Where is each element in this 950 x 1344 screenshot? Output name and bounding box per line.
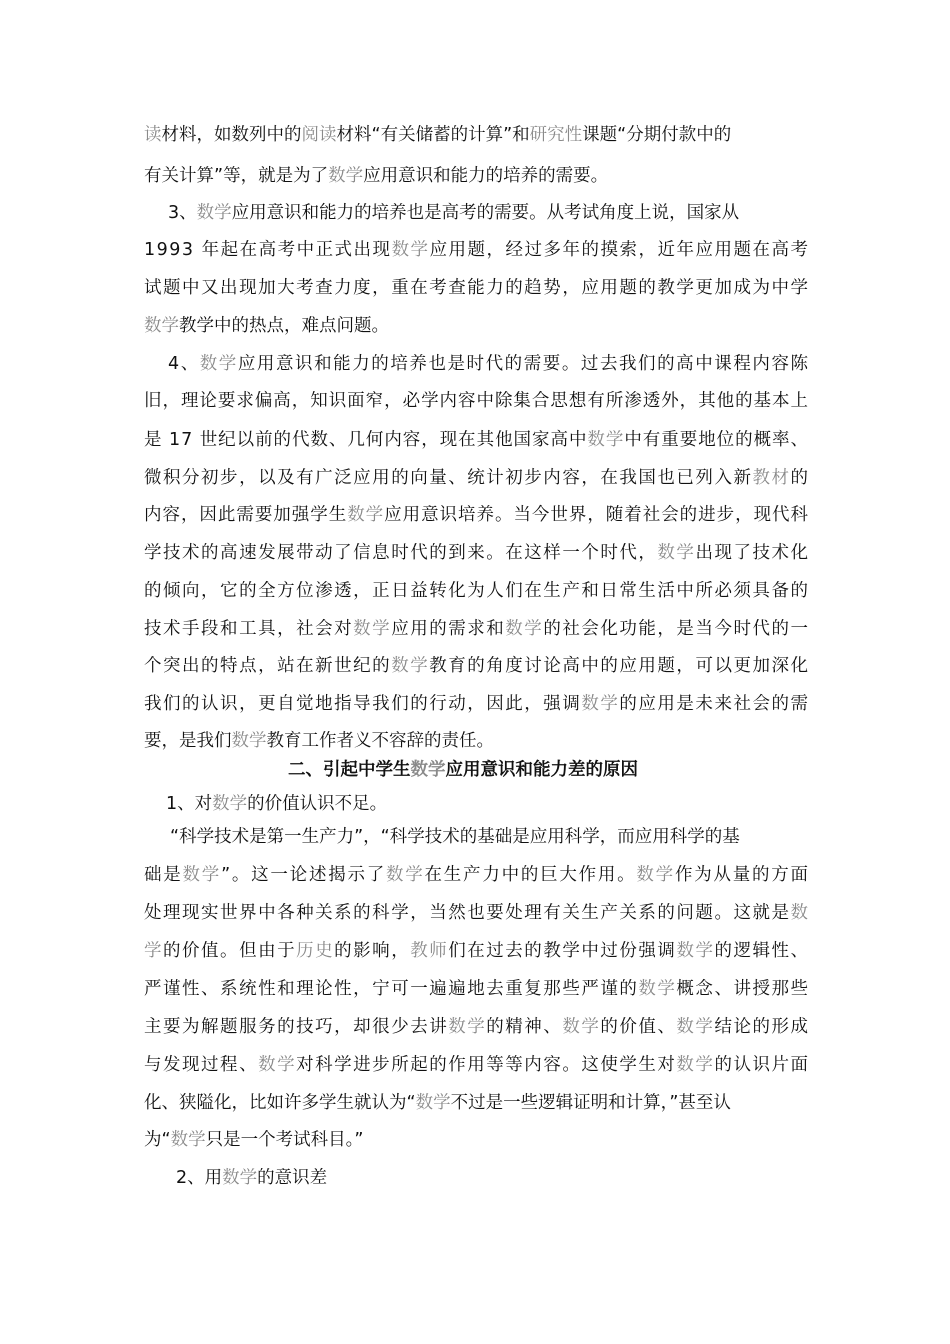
keyword-link-text[interactable]: 数学 <box>196 203 232 223</box>
keyword-link-text[interactable]: 数学 <box>448 1017 487 1037</box>
text-run: 教育工作者义不容辞的责任。 <box>266 731 494 751</box>
keyword-link-text[interactable]: 数学 <box>347 505 385 525</box>
keyword-link-text[interactable]: 数学 <box>199 354 238 374</box>
text-run: 中有重要地位的概率、 <box>624 430 809 450</box>
text-run: 应用题，经过多年的摸索，近年应用题在高考 <box>429 240 810 260</box>
keyword-link-text[interactable]: 数学 <box>636 865 675 885</box>
text-run: 不过是一些逻辑证明和计算，”甚至认 <box>450 1093 731 1113</box>
text-run: 材料，如数列中的 <box>161 125 302 145</box>
text-run: 的价值认识不足。 <box>247 794 388 814</box>
keyword-link-text[interactable]: 数学 <box>676 1055 715 1075</box>
text-line <box>168 201 739 225</box>
text-line <box>176 1166 327 1190</box>
text-run: 是 17 世纪以前的代数、几何内容，现在其他国家高中 <box>144 430 588 450</box>
text-line <box>170 825 740 849</box>
keyword-link-text[interactable]: 数学 <box>391 240 430 260</box>
text-run: 有关计算”等，就是为了 <box>144 166 329 186</box>
text-line <box>144 1053 810 1077</box>
text-line <box>144 579 810 603</box>
text-run: 为“ <box>144 1130 171 1150</box>
text-line <box>144 729 494 753</box>
text-run: 严谨性、系统性和理论性，宁可一遍遍地去重复那些严谨的 <box>144 979 639 999</box>
keyword-link-text[interactable]: 数学 <box>353 619 392 639</box>
text-run: 的倾向，它的全方位渗透，正日益转化为人们在生产和日常生活中所必须具备的 <box>144 581 810 601</box>
keyword-link-text[interactable]: 数学 <box>222 1168 258 1188</box>
text-run: 1、对 <box>166 794 213 814</box>
text-line <box>144 1091 731 1115</box>
keyword-link-text[interactable]: 数学 <box>328 166 364 186</box>
text-run: 应用意识和能力差的原因 <box>445 760 638 780</box>
text-run: 的影响， <box>334 941 411 961</box>
text-run: 的社会化功能，是当今时代的一 <box>543 619 810 639</box>
text-run: 技术手段和工具，社会对 <box>144 619 354 639</box>
text-run: “科学技术是第一生产力”，“科学技术的基础是应用科学，而应用科学的基 <box>170 827 740 847</box>
text-run: 的价值、 <box>600 1017 677 1037</box>
text-run: 二、引起中学生 <box>288 760 411 780</box>
keyword-link-text[interactable]: 阅读 <box>301 125 337 145</box>
keyword-link-text[interactable]: 数学 <box>410 760 446 780</box>
keyword-link-text[interactable]: 数学 <box>182 865 222 885</box>
text-run: 4、 <box>168 354 200 374</box>
keyword-link-text[interactable]: 教材 <box>752 468 791 488</box>
keyword-link-text[interactable]: 数学 <box>562 1017 601 1037</box>
text-run: 出现了技术化 <box>695 543 810 563</box>
text-run: 旧，理论要求偏高，知识面窄，必学内容中除集合思想有所渗透外，其他的基本上 <box>144 391 809 411</box>
text-run: 结论的形成 <box>714 1017 810 1037</box>
text-line <box>168 352 810 376</box>
text-run: 作为从量的方面 <box>674 865 810 885</box>
text-line <box>144 1128 363 1152</box>
text-line <box>144 428 809 452</box>
text-line <box>166 792 387 816</box>
text-line <box>144 692 810 716</box>
keyword-link-text[interactable]: 数学 <box>581 694 620 714</box>
keyword-link-text[interactable]: 数学 <box>676 1017 715 1037</box>
text-line <box>144 863 810 887</box>
keyword-link-text[interactable]: 数学 <box>505 619 544 639</box>
keyword-link-text[interactable]: 数学 <box>415 1093 451 1113</box>
text-run: 础是 <box>144 865 183 885</box>
keyword-link-text[interactable]: 数学 <box>386 865 425 885</box>
text-run: 与发现过程、 <box>144 1055 259 1075</box>
text-run: 的价值。但由于 <box>163 941 297 961</box>
text-run: 1993 年起在高考中正式出现 <box>144 240 392 260</box>
keyword-link-text[interactable]: 研究性 <box>529 125 583 145</box>
text-line <box>144 901 810 925</box>
text-run: 应用意识和能力的培养也是高考的需要。从考试角度上说，国家从 <box>231 203 740 223</box>
text-run: 的应用是未来社会的需 <box>619 694 810 714</box>
text-run: 的逻辑性、 <box>714 941 810 961</box>
text-run: ”。这一论述揭示了 <box>221 865 386 885</box>
text-run: 概念、讲授那些 <box>676 979 810 999</box>
text-run: 要，是我们 <box>144 731 232 751</box>
text-run: 教育的角度讨论高中的应用题，可以更加深化 <box>429 656 810 676</box>
text-line <box>144 164 608 188</box>
text-run: 内容，因此需要加强学生 <box>144 505 348 525</box>
text-run: 的 <box>790 468 810 488</box>
text-line <box>144 466 810 490</box>
text-run: 材料“有关储蓄的计算”和 <box>336 125 530 145</box>
text-run: 应用意识培养。当今世界，随着社会的进步，现代科 <box>384 505 809 525</box>
text-line <box>144 276 810 300</box>
keyword-link-text[interactable]: 数学 <box>231 731 267 751</box>
keyword-link-text[interactable]: 数学 <box>587 430 625 450</box>
text-line <box>144 939 810 963</box>
text-run: 们在过去的教学中过份强调 <box>448 941 677 961</box>
keyword-link-text[interactable]: 数学 <box>676 941 715 961</box>
keyword-link-text[interactable]: 数学 <box>144 316 179 336</box>
keyword-link-text[interactable]: 教师 <box>410 941 449 961</box>
text-line <box>144 123 731 147</box>
text-run: 在生产力中的巨大作用。 <box>424 865 637 885</box>
text-run: 的意识差 <box>257 1168 328 1188</box>
text-run: 应用的需求和 <box>391 619 506 639</box>
text-run: 对科学进步所起的作用等等内容。这使学生对 <box>296 1055 677 1075</box>
keyword-link-text[interactable]: 学 <box>144 941 164 961</box>
text-line <box>144 503 809 527</box>
text-run: 的认识片面 <box>714 1055 810 1075</box>
text-run: 只是一个考试科目。” <box>205 1130 364 1150</box>
text-line <box>144 389 809 413</box>
text-run: 试题中又出现加大考查力度，重在考查能力的趋势，应用题的教学更加成为中学 <box>144 278 810 298</box>
text-run: 2、用 <box>176 1168 223 1188</box>
text-run: 处理现实世界中各种关系的科学，当然也要处理有关生产关系的问题。这就是 <box>144 903 791 923</box>
keyword-link-text[interactable]: 历史 <box>296 941 335 961</box>
text-run: 的精神、 <box>486 1017 563 1037</box>
text-run: 微积分初步，以及有广泛应用的向量、统计初步内容，在我国也已列入新 <box>144 468 753 488</box>
text-run: 个突出的特点，站在新世纪的 <box>144 656 392 676</box>
keyword-link-text[interactable]: 数学 <box>170 1130 206 1150</box>
text-run: 3、 <box>168 203 197 223</box>
keyword-link-text[interactable]: 读 <box>144 125 162 145</box>
text-run: 我们的认识，更自觉地指导我们的行动，因此，强调 <box>144 694 582 714</box>
keyword-link-text[interactable]: 数学 <box>391 656 430 676</box>
text-run: 学技术的高速发展带动了信息时代的到来。在这样一个时代， <box>144 543 658 563</box>
text-line <box>144 238 810 262</box>
text-run: 应用意识和能力的培养也是时代的需要。过去我们的高中课程内容陈 <box>237 354 810 374</box>
text-line <box>144 617 810 641</box>
text-run: 主要为解题服务的技巧，却很少去讲 <box>144 1017 449 1037</box>
keyword-link-text[interactable]: 数学 <box>258 1055 297 1075</box>
text-line <box>144 977 810 1001</box>
text-line <box>144 314 389 338</box>
text-line <box>144 1015 810 1039</box>
text-run: 化、狭隘化，比如许多学生就认为“ <box>144 1093 416 1113</box>
text-line <box>144 541 810 565</box>
text-run: 课题“分期付款中的 <box>582 125 732 145</box>
keyword-link-text[interactable]: 数学 <box>212 794 248 814</box>
text-run: 应用意识和能力的培养的需要。 <box>363 166 609 186</box>
keyword-link-text[interactable]: 数 <box>790 903 810 923</box>
text-run: 教学中的热点，难点问题。 <box>179 316 389 336</box>
text-line <box>144 654 810 678</box>
keyword-link-text[interactable]: 数学 <box>657 543 696 563</box>
section-heading <box>288 758 638 782</box>
keyword-link-text[interactable]: 数学 <box>638 979 677 999</box>
